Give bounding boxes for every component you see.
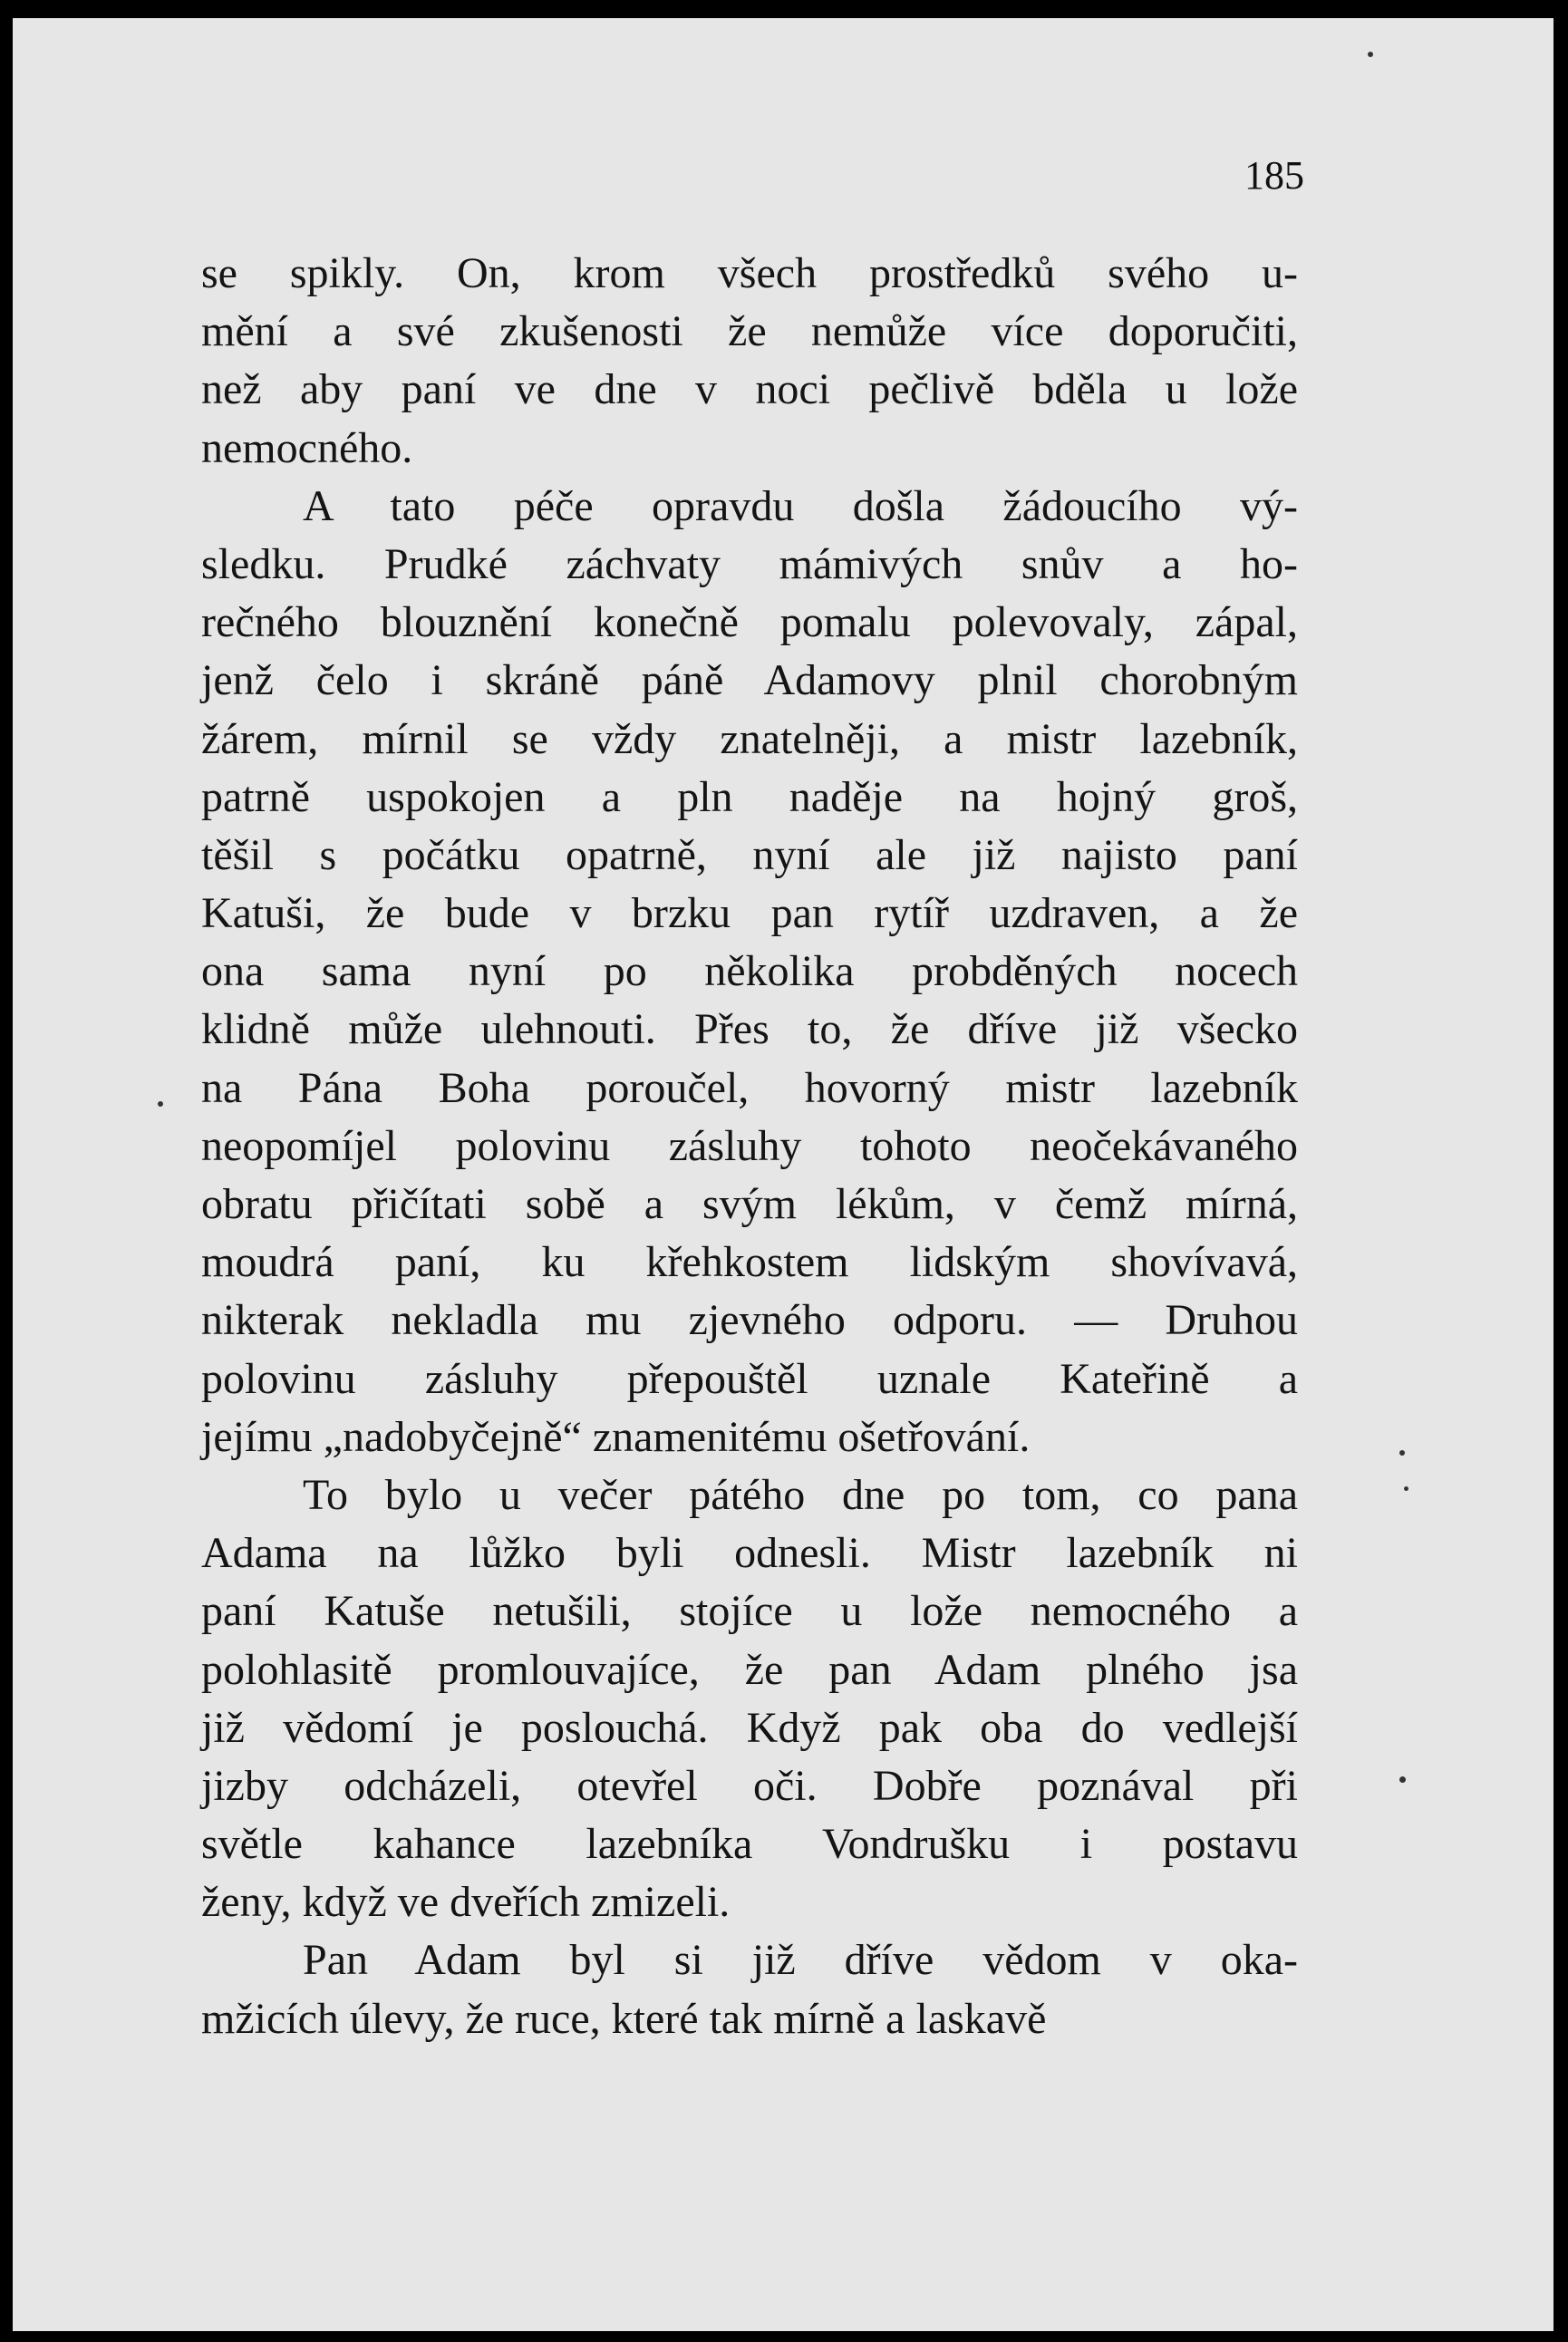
text-line: jejímu „nadobyčejně“ znamenitému ošetřování. [201, 1412, 1031, 1461]
text-line: na Pána Boha poroučel, hovorný mistr lazebník [201, 1063, 1298, 1112]
text-line: obratu přičítati sobě a svým lékům, v čemž mírná, [201, 1180, 1298, 1228]
text-line: Pan Adam byl si již dříve vědom v oka- [303, 1936, 1298, 1985]
text-line: těšil s počátku opatrně, nyní ale již najisto paní [201, 830, 1298, 879]
scan-speck [1399, 1776, 1406, 1783]
text-line: nikterak nekladla mu zjevného odporu. — Druhou [201, 1296, 1298, 1345]
text-line: klidně může ulehnouti. Přes to, že dříve již všecko [201, 1005, 1298, 1054]
text-line: A tato péče opravdu došla žádoucího vý- [303, 481, 1298, 530]
text-line: než aby paní ve dne v noci pečlivě bděla u lože [201, 365, 1298, 414]
text-line: již vědomí je poslouchá. Když pak oba do vedlejší [201, 1703, 1298, 1752]
text-line: jizby odcházeli, otevřel oči. Dobře poznával při [201, 1761, 1298, 1810]
text-line: neopomíjel polovinu zásluhy tohoto neočekávaného [201, 1121, 1298, 1170]
text-line: jenž čelo i skráně páně Adamovy plnil chorobným [201, 656, 1298, 705]
scan-speck [1399, 1450, 1405, 1456]
text-line: moudrá paní, ku křehkostem lidským shovívavá, [201, 1238, 1298, 1287]
text-line: světle kahance lazebníka Vondrušku i postavu [201, 1820, 1298, 1869]
text-line: Adama na lůžko byli odnesli. Mistr lazebník ni [201, 1529, 1298, 1578]
book-page [13, 18, 1553, 2331]
text-line: polovinu zásluhy přepouštěl uznale Kateřině a [201, 1354, 1298, 1403]
body-text [201, 245, 1298, 2048]
text-line: mění a své zkušenosti že nemůže více doporučiti, [201, 307, 1298, 356]
text-line: To bylo u večer pátého dne po tom, co pana [303, 1470, 1298, 1519]
text-line: mžicích úlevy, že ruce, které tak mírně a laskavě [201, 1994, 1047, 2043]
text-line: polohlasitě promlouvajíce, že pan Adam plného jsa [201, 1645, 1298, 1694]
page-number: 185 [1244, 153, 1304, 198]
text-line: patrně uspokojen a pln naděje na hojný groš, [201, 772, 1298, 821]
scan-speck [1368, 52, 1373, 57]
scan-speck [158, 1101, 163, 1107]
text-line: ona sama nyní po několika probděných nocech [201, 947, 1298, 996]
text-line: se spikly. On, krom všech prostředků svého u- [201, 249, 1298, 297]
text-line: Katuši, že bude v brzku pan rytíř uzdraven, a že [201, 889, 1298, 938]
text-line: rečného blouznění konečně pomalu polevovaly, zápal, [201, 598, 1298, 647]
text-line: ženy, když ve dveřích zmizeli. [201, 1878, 731, 1927]
text-line: paní Katuše netušili, stojíce u lože nemocného a [201, 1587, 1298, 1636]
scan-speck [1404, 1486, 1408, 1491]
text-line: sledku. Prudké záchvaty mámivých snův a ho- [201, 539, 1298, 588]
text-line: žárem, mírnil se vždy znatelněji, a mistr lazebník, [201, 714, 1298, 763]
text-line: nemocného. [201, 423, 413, 472]
